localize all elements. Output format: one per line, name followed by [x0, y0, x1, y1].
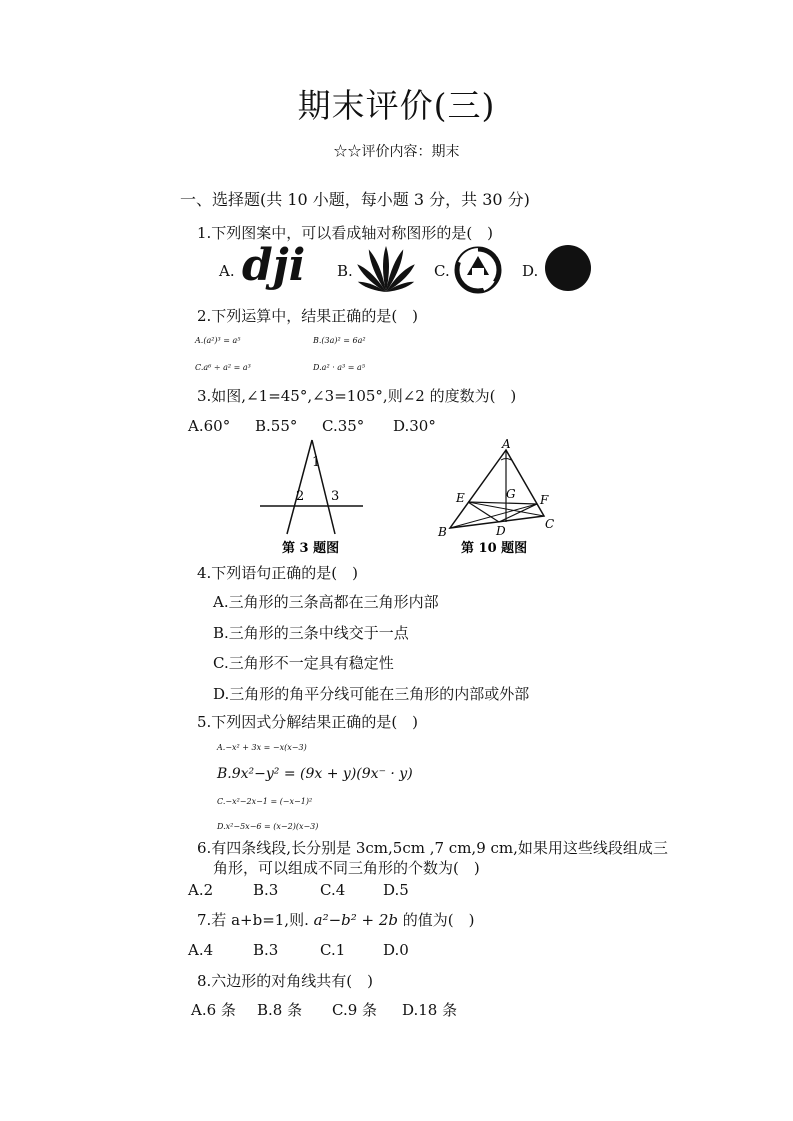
q5-option-a: A.−x² + 3x = −x(x−3): [217, 743, 307, 752]
q4-option-c: C.三角形不一定具有稳定性: [213, 654, 394, 672]
q2-option-c: C.a⁶ ÷ a² = a³: [195, 363, 251, 372]
q8-option-c: C.9 条: [332, 1001, 378, 1019]
section-heading: 一、选择题(共 10 小题，每小题 3 分，共 30 分): [180, 190, 530, 209]
q1-label-b: B.: [337, 262, 353, 280]
q7-stem: [197, 909, 475, 930]
fig10-fb: [450, 504, 537, 528]
q5-option-c: C.−x²−2x−1 = (−x−1)²: [217, 797, 313, 806]
q6-option-c: C.4: [320, 881, 346, 899]
q7-option-c: C.1: [320, 941, 346, 959]
black-disc-icon: [543, 243, 593, 293]
q6-option-b: B.3: [253, 881, 279, 899]
q6-stem-line2: 角形，可以组成不同三角形的个数为( ): [213, 859, 480, 877]
fig3-label-1: 1: [312, 455, 321, 470]
q8-option-a: A.6 条: [191, 1001, 236, 1019]
q1-stem: 1.下列图案中，可以看成轴对称图形的是( ): [197, 224, 494, 242]
subtitle: ☆☆评价内容：期末: [333, 144, 460, 160]
fig10-label-b: B: [438, 525, 447, 539]
q7-option-d: D.0: [383, 941, 409, 959]
figure-10: [432, 436, 562, 560]
q6-option-a: A.2: [188, 881, 214, 899]
q7-stem-post: 的值为( ): [402, 911, 475, 929]
fig3-label-3: 3: [331, 489, 340, 504]
logo-b-petals: [355, 244, 417, 294]
q4-option-d: D.三角形的角平分线可能在三角形的内部或外部: [213, 685, 530, 703]
ring-logo-icon: [453, 245, 503, 295]
q4-option-b: B.三角形的三条中线交于一点: [213, 624, 409, 642]
q8-option-b: B.8 条: [257, 1001, 303, 1019]
q7-stem-expr: a²−b² + 2b: [313, 911, 399, 929]
fig10-label-a: A: [502, 437, 511, 451]
fig10-label-d: D: [496, 524, 506, 538]
q2-option-a: A.(a²)³ = a⁵: [195, 336, 241, 345]
fig10-label-e: E: [456, 491, 465, 505]
q1-label-c: C.: [434, 262, 450, 280]
q8-stem: 8.六边形的对角线共有( ): [197, 972, 374, 990]
logo-d-disc: [543, 243, 593, 293]
q4-stem: 4.下列语句正确的是( ): [197, 564, 359, 582]
q4-option-a: A.三角形的三条高都在三角形内部: [213, 593, 439, 611]
q7-stem-pre: 7.若 a+b=1,则.: [197, 911, 309, 929]
q5-stem: 5.下列因式分解结果正确的是( ): [197, 713, 419, 731]
dji-logo-text: dji: [242, 244, 306, 290]
q3-stem: 3.如图,∠1=45°,∠3=105°,则∠2 的度数为( ): [197, 387, 517, 405]
q7-option-a: A.4: [188, 941, 214, 959]
logo-c-circle: [453, 245, 503, 295]
logo-a-dji: [240, 244, 318, 290]
figure-3: [255, 438, 365, 558]
q7-option-b: B.3: [253, 941, 279, 959]
page-title: 期末评价(三): [297, 86, 496, 125]
fig3-line-left: [287, 440, 312, 534]
q2-stem: 2.下列运算中，结果正确的是( ): [197, 307, 419, 325]
fig10-label-c: C: [545, 517, 555, 531]
fig10-label-f: F: [540, 493, 549, 507]
petal-logo-icon: [355, 244, 417, 294]
q3-option-c: C.35°: [322, 417, 365, 435]
q2-option-b: B.(3a)² = 6a²: [313, 336, 366, 345]
dji-logo-icon: [240, 244, 318, 290]
q3-option-d: D.30°: [393, 417, 436, 435]
fig3-caption: 第 3 题图: [282, 541, 340, 556]
fig10-label-g: G: [506, 487, 516, 501]
q8-option-d: D.18 条: [402, 1001, 458, 1019]
fig10-caption: 第 10 题图: [461, 541, 528, 556]
q1-label-a: A.: [219, 262, 235, 280]
q1-label-d: D.: [522, 262, 539, 280]
fig10-triangle: [450, 450, 544, 528]
q3-option-a: A.60°: [188, 417, 231, 435]
q6-option-d: D.5: [383, 881, 409, 899]
q5-option-d: D.x²−5x−6 = (x−2)(x−3): [217, 822, 319, 831]
q3-option-b: B.55°: [255, 417, 298, 435]
q2-option-d: D.a² · a³ = a⁵: [313, 363, 366, 372]
q5-option-b: B.9x²−y² = (9x + y)(9x⁻ · y): [217, 766, 413, 782]
fig3-label-2: 2: [296, 489, 305, 504]
q6-stem-line1: 6.有四条线段,长分别是 3cm,5cm ,7 cm,9 cm,如果用这些线段组成三: [197, 839, 668, 857]
